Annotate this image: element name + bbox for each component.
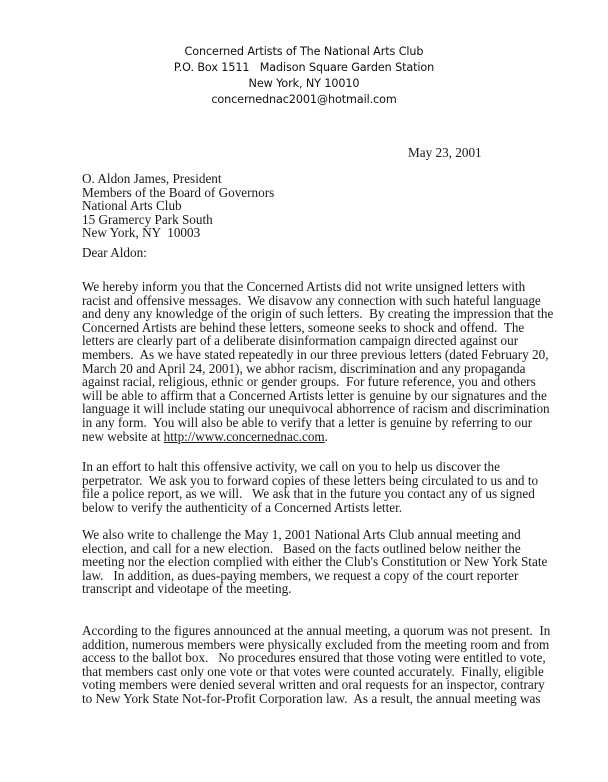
recipient-line: 15 Gramercy Park South	[82, 211, 213, 227]
paragraph-line: against racial, religious, ethnic or gender groups. For future reference, you and others	[82, 374, 536, 390]
po-box-address: P.O. Box 1511 Madison Square Garden Station	[173, 61, 435, 74]
paragraph-line: transcript and videotape of the meeting.	[82, 581, 292, 597]
paragraph-line: will be able to affirm that a Concerned Artists letter is genuine by our signatures and the	[82, 387, 547, 403]
paragraph-line: that members cast only one vote or that votes were counted accurately. Finally, eligible	[82, 663, 544, 679]
website-prefix: new website at	[82, 428, 164, 444]
website-suffix: .	[324, 428, 328, 444]
paragraph-line: perpetrator. We ask you to forward copies of these letters being circulated to us and to	[82, 472, 539, 488]
salutation: Dear Aldon:	[82, 245, 147, 260]
paragraph-line: voting members were denied several written and oral requests for an inspector, contrary	[82, 677, 545, 693]
website-link[interactable]: http://www.concernednac.com	[163, 428, 325, 444]
recipient-line: Members of the Board of Governors	[82, 184, 275, 200]
paragraph-line: letters are clearly part of a deliberate disinformation campaign directed against our	[82, 333, 519, 349]
paragraph-line: racist and offensive messages. We disavow any connection with such hateful language	[82, 292, 541, 308]
paragraph-line: According to the figures announced at the annual meeting, a quorum was not present. In	[82, 623, 551, 638]
letterhead	[0, 44, 608, 108]
paragraph-line: access to the ballot box. No procedures ensured that those voting were entitled to vote,	[82, 650, 546, 666]
paragraph-line: We hereby inform you that the Concerned Artists did not write unsigned letters with	[82, 279, 526, 294]
organization-name: Concerned Artists of The National Arts Club	[184, 45, 424, 58]
paragraph-line: to New York State Not-for-Profit Corporation law. As a result, the annual meeting was	[82, 690, 541, 706]
paragraph-line: We also write to challenge the May 1, 2001 National Arts Club annual meeting and	[82, 527, 521, 542]
paragraph-line: file a police report, as we will. We ask that in the future you contact any of us signed	[82, 486, 535, 502]
paragraph-line: addition, numerous members were physically excluded from the meeting room and from	[82, 636, 550, 652]
paragraph-request-help	[82, 460, 538, 514]
paragraph-line: March 20 and April 24, 2001), we abhor racism, discrimination and any propaganda	[82, 360, 526, 376]
paragraph-line: election, and call for a new election. Based on the facts outlined below neither the	[82, 540, 521, 556]
paragraph-line: members. As we have stated repeatedly in our three previous letters (dated February 20,	[82, 346, 549, 362]
paragraph-line: below to verify the authenticity of a Concerned Artists letter.	[82, 499, 403, 515]
recipient-line: New York, NY 10003	[82, 225, 201, 241]
letter-date: May 23, 2001	[408, 145, 482, 160]
contact-email: concernednac2001@hotmail.com	[211, 93, 397, 106]
recipient-address	[82, 172, 274, 240]
recipient-line: O. Aldon James, President	[82, 171, 222, 186]
paragraph-line: Concerned Artists are behind these letters, someone seeks to shock and offend. The	[82, 319, 525, 335]
paragraph-disavowal	[82, 280, 553, 443]
paragraph-line: in any form. You will also be able to verify that a letter is genuine by referring to our	[82, 414, 533, 430]
paragraph-line: meeting nor the election complied with either the Club's Constitution or New York State	[82, 554, 548, 570]
paragraph-line: language it will include stating our unequivocal abhorrence of racism and discrimination	[82, 401, 550, 417]
paragraph-quorum	[82, 624, 550, 706]
paragraph-election-challenge	[82, 528, 547, 596]
paragraph-line: In an effort to halt this offensive activity, we call on you to help us discover the	[82, 459, 500, 474]
city-state-zip: New York, NY 10010	[248, 77, 360, 90]
paragraph-line: law. In addition, as dues-paying members, we request a copy of the court reporter	[82, 567, 519, 583]
paragraph-line: and deny any knowledge of the origin of such letters. By creating the impression that the	[82, 306, 554, 322]
paragraph-line	[82, 430, 553, 444]
recipient-line: National Arts Club	[82, 198, 182, 214]
